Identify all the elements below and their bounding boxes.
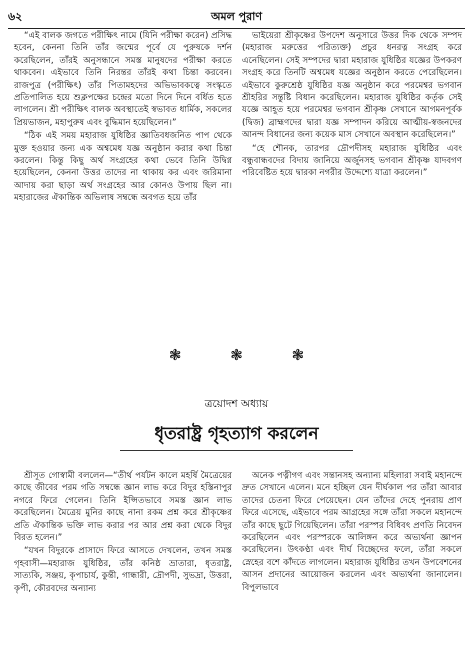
chapter-title: ধৃতরাষ্ট্র গৃহত্যাগ করলেন bbox=[154, 424, 319, 444]
paragraph: অনেক পত্নীগণ এবং সন্তানসহ অন্যান্য মহিলারা সবাই মহানন্দে দ্রুত সেখানে এলেন। মনে হচ্ছিল যেন দীর্ঘকাল পর তাঁরা আবার তাদের চেতনা ফিরে পেয়েছেন। যেন তাঁদের দেহে পুনরায় প্রাণ ফিরে এসেছে, এইভাবে পরম আগ্রহের সঙ্গে তাঁরা সকলে মহানন্দে তাঁর কাছে ছুটে গিয়েছিলেন। তাঁরা পরস্পর বিধিবৎ প্রণতি নিবেদন করেছিলেন এবং পরস্পরকে আলিঙ্গন করে অভ্যর্থনা জ্ঞাপন করেছিলেন। উৎকণ্ঠা এবং দীর্ঘ বিচ্ছেদের ফলে, তাঁরা সকলে স্নেহের বশে কাঁদতে লাগলেন। মহারাজ যুধিষ্ঠির তখন উপবেশনের আসন প্রদানের আয়োজন করলেন এবং অভ্যর্থনা জানালেন। বিপুলভাবে bbox=[242, 471, 462, 593]
flower-ornament-icon: ❃ bbox=[168, 346, 182, 364]
paragraph: “ঠিক এই সময় মহারাজ যুধিষ্ঠির জ্ঞাতিবধজনিত পাপ থেকে মুক্ত হওয়ার জন্য এক অশ্বমেধ যজ্ঞ অনুষ্ঠান করার কথা চিন্তা করলেন। কিন্তু কিছু অর্থ সংগ্রহের কথা ভেবে তিনি উদ্বিগ্ন হয়েছিলেন, কেননা উত্তর তাদের না থাকায় কর এবং জরিমানা আদায় করা ছাড়া অর্থ সংগ্রহের আর কোনও উপায় ছিল না। মহারাজের ঐকান্তিক অভিলাষ সম্বন্ধে অবগত হয়ে তাঁর bbox=[14, 131, 232, 204]
text-column-left-lower bbox=[14, 470, 232, 596]
running-title: অমল পুরাণ bbox=[210, 10, 263, 23]
text-column-left-upper bbox=[14, 30, 232, 206]
paragraph: “এই বালক জগতে পরীক্ষিৎ নামে (যিনি পরীক্ষা করেন) প্রসিদ্ধ হবেন, কেননা তিনি তাঁর জন্মের পূর্বে যে পুরুষকে দর্শন করেছিলেন, তাঁরই অনুসন্ধানে সমস্ত মানুষদের পরীক্ষা করতে থাকবেন। এইভাবে তিনি নিরন্তর তাঁরই কথা চিন্তা করবেন। রাজপুত্র (পরীক্ষিৎ) তাঁর পিতামহদের অভিভাবকত্বে সংস্কৃতে প্রতিপালিত হয়ে শুক্লপক্ষের চন্দ্রের মতো দিনে দিনে বর্ধিত হতে লাগলেন। শ্রী পরীক্ষিৎ বালক অবস্থাতেই স্বভাবত ধার্মিক, সকলের প্রিয়ভাজন, মহাপুরুষ এবং বুদ্ধিমান হয়েছিলেন।” bbox=[14, 31, 232, 128]
section-divider bbox=[0, 346, 473, 364]
page-header bbox=[0, 4, 473, 26]
flower-ornament-icon: ❃ bbox=[230, 346, 243, 364]
title-underline bbox=[120, 450, 353, 451]
page-number: ৬২ bbox=[8, 10, 23, 23]
paragraph: “হে শৌনক, তারপর দ্রৌপদীসহ মহারাজ যুধিষ্ঠির এবং বন্ধুবান্ধবদের বিদায় জানিয়ে অর্জুনসহ ভগবান শ্রীকৃষ্ণ যাদবগণ পরিবেষ্টিত হয়ে দ্বারকা নগরীর উদ্দেশ্যে যাত্রা করলেন।” bbox=[242, 143, 462, 179]
flower-ornament-icon: ❃ bbox=[291, 346, 305, 364]
paragraph: শ্রীসূত গোস্বামী বললেন—“তীর্থ পর্যটন কালে মহর্ষি মৈত্রেয়ের কাছে জীবের পরম গতি সম্বন্ধে জ্ঞান লাভ করে বিদুর হস্তিনাপুর নগরে ফিরে গেলেন। তিনি ইপ্সিতভাবে সমস্ত জ্ঞান লাভ করেছিলেন। মৈত্রেয় মুনির কাছে নানা রকম প্রশ্ন করে শ্রীকৃষ্ণের প্রতি ঐকান্তিক ভক্তি লাভ করার পর আর প্রশ্ন করা থেকে বিদুর বিরত হলেন।” bbox=[14, 471, 232, 544]
header-rule bbox=[8, 28, 465, 29]
paragraph: ভাইয়েরা শ্রীকৃষ্ণের উপদেশ অনুসারে উত্তর দিক থেকে সম্পদ (মহারাজ মরুত্তের পরিত্যক্ত) প্রচুর ধনরত্ন সংগ্রহ করে এনেছিলেন। সেই সম্পদের দ্বারা মহারাজ যুধিষ্ঠির যজ্ঞের উপকরণ সংগ্রহ করে তিনটি অশ্বমেধ যজ্ঞের অনুষ্ঠান করতে পেরেছিলেন। এইভাবে কুরুশ্রেষ্ঠ যুধিষ্ঠির যজ্ঞ অনুষ্ঠান করে পরমেশ্বর ভগবান শ্রীহরির সন্তুষ্টি বিধান করেছিলেন। মহারাজ যুধিষ্ঠির কর্তৃক সেই যজ্ঞে আহূত হয়ে পরমেশ্বর ভগবান শ্রীকৃষ্ণ সেখানে আগমনপূর্বক (দ্বিজ) ব্রাহ্মণদের দ্বারা যজ্ঞ সম্পাদন করিয়ে আত্মীয়-স্বজনদের আনন্দ বিধানের জন্য কয়েক মাস সেখানে অবস্থান করেছিলেন।” bbox=[242, 31, 462, 141]
paragraph: “যখন বিদুরকে প্রাসাদে ফিরে আসতে দেখলেন, তখন সমস্ত গৃহবাসী—মহারাজ যুধিষ্ঠির, তাঁর কনিষ্ঠ ভ্রাতারা, ধৃতরাষ্ট্র, সাত্যকি, সঞ্জয়, কৃপাচার্য, কুন্তী, গান্ধারী, দ্রৌপদী, সুভদ্রা, উত্তরা, কৃপী, কৌরবদের অন্যান্য bbox=[14, 546, 232, 594]
text-column-right-lower bbox=[242, 470, 462, 595]
chapter-number: ত্রয়োদশ অধ্যায় bbox=[204, 398, 269, 410]
text-column-right-upper bbox=[242, 30, 462, 181]
